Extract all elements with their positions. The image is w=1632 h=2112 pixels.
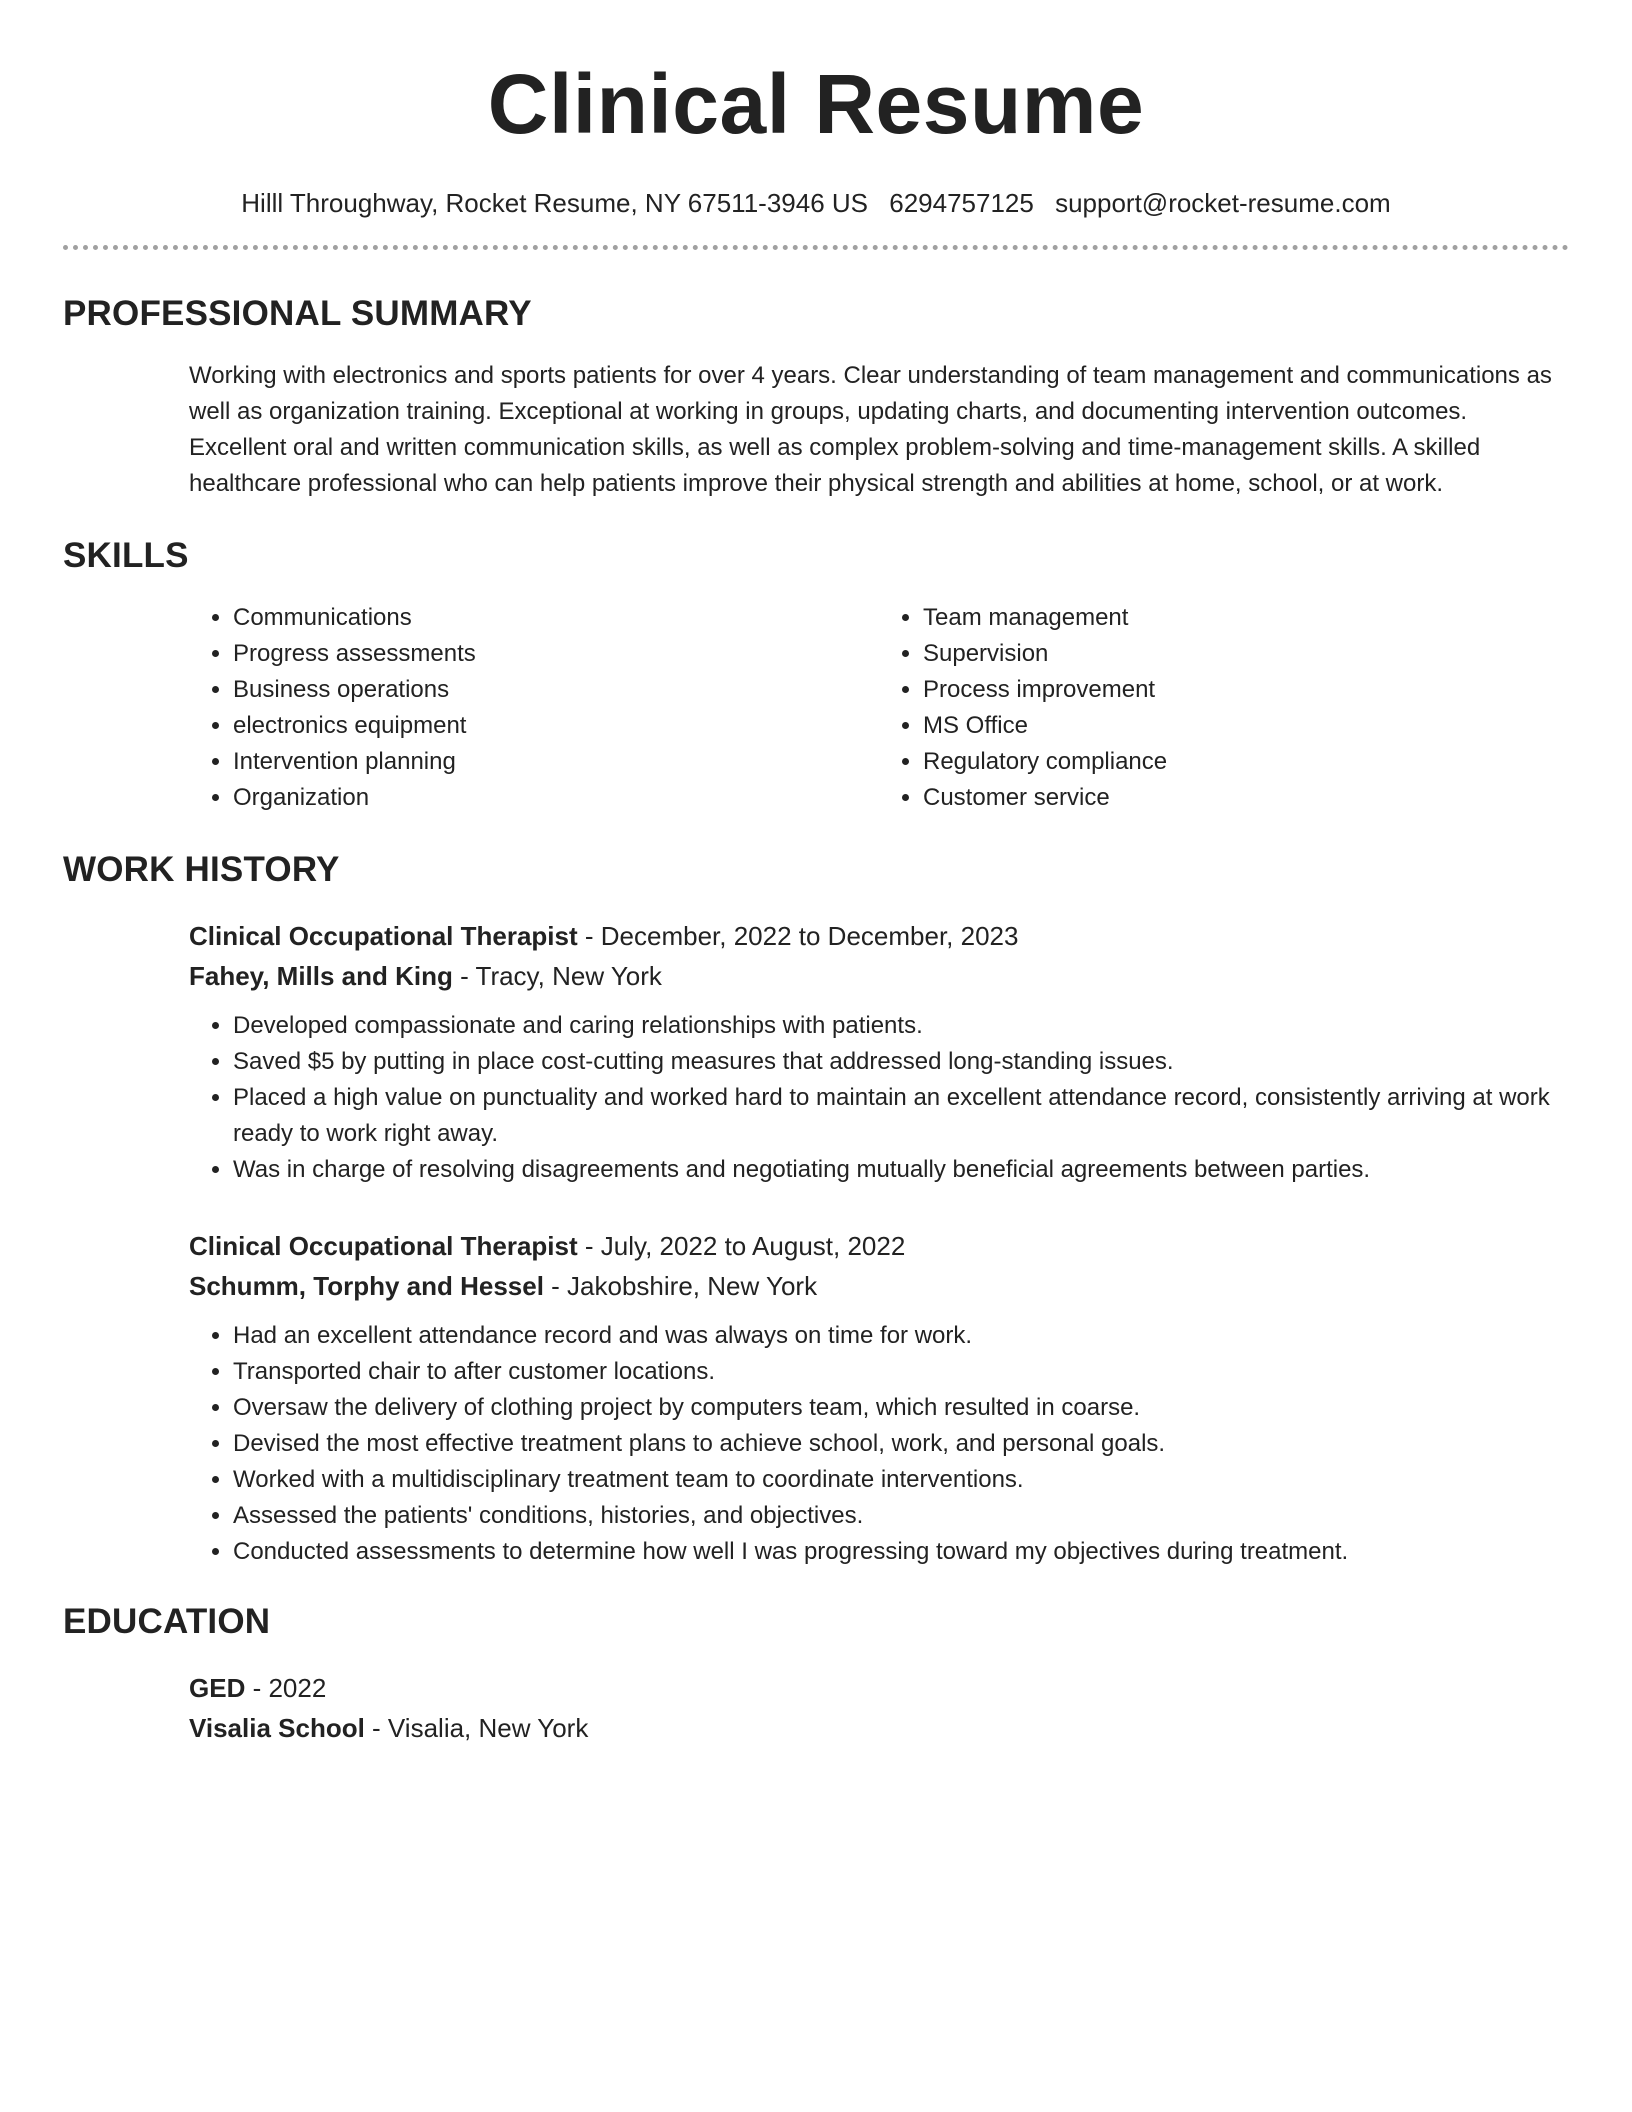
- work-history-heading: WORK HISTORY: [63, 850, 340, 889]
- skill-item: • Team management: [923, 600, 1569, 636]
- job-bullets: [189, 1008, 1569, 1188]
- job-entry: [189, 916, 1569, 1188]
- job-company: Schumm, Torphy and Hessel: [189, 1271, 544, 1301]
- job-entry: [189, 1226, 1569, 1570]
- job-title-line: [189, 916, 1569, 956]
- job-bullet: • Oversaw the delivery of clothing project by computers team, which resulted in coarse.: [233, 1390, 1569, 1426]
- education-degree-line: [189, 1668, 1569, 1708]
- job-bullet: • Developed compassionate and caring relationships with patients.: [233, 1008, 1569, 1044]
- job-role: Clinical Occupational Therapist: [189, 1231, 578, 1261]
- job-company: Fahey, Mills and King: [189, 961, 453, 991]
- job-location: - Tracy, New York: [452, 961, 662, 991]
- skills-column-right: [879, 600, 1569, 816]
- education-year: - 2022: [245, 1673, 327, 1703]
- contact-email: support@rocket-resume.com: [1055, 188, 1391, 218]
- education-degree: GED: [189, 1673, 246, 1703]
- education-location: - Visalia, New York: [364, 1713, 589, 1743]
- job-bullet: • Was in charge of resolving disagreements and negotiating mutually beneficial agreements between parties.: [233, 1152, 1569, 1188]
- skills-column-left: [189, 600, 879, 816]
- skill-item: • Process improvement: [923, 672, 1569, 708]
- skill-item: • Communications: [233, 600, 879, 636]
- job-company-line: [189, 1266, 1569, 1306]
- skill-item: • Customer service: [923, 780, 1569, 816]
- skill-item: • Regulatory compliance: [923, 744, 1569, 780]
- contact-info: [63, 188, 1569, 219]
- contact-address: Hilll Throughway, Rocket Resume, NY 67511-3946 US: [241, 188, 868, 218]
- work-history: [189, 916, 1569, 1570]
- skill-item: • Business operations: [233, 672, 879, 708]
- summary-heading: PROFESSIONAL SUMMARY: [63, 294, 532, 333]
- skill-item: • Intervention planning: [233, 744, 879, 780]
- skills-heading: SKILLS: [63, 536, 189, 575]
- contact-phone: 6294757125: [889, 188, 1034, 218]
- job-bullet: • Worked with a multidisciplinary treatment team to coordinate interventions.: [233, 1462, 1569, 1498]
- skill-item: • electronics equipment: [233, 708, 879, 744]
- job-bullet: • Placed a high value on punctuality and worked hard to maintain an excellent attendance record, consistently arriving at work ready to work right away.: [233, 1080, 1569, 1152]
- education-heading: EDUCATION: [63, 1602, 271, 1641]
- job-dates: - July, 2022 to August, 2022: [577, 1231, 906, 1261]
- skill-item: • Organization: [233, 780, 879, 816]
- job-location: - Jakobshire, New York: [543, 1271, 818, 1301]
- job-dates: - December, 2022 to December, 2023: [577, 921, 1019, 951]
- skill-item: • Supervision: [923, 636, 1569, 672]
- education-school-line: [189, 1708, 1569, 1748]
- job-bullet: • Assessed the patients' conditions, histories, and objectives.: [233, 1498, 1569, 1534]
- job-bullets: [189, 1318, 1569, 1570]
- skill-item: • MS Office: [923, 708, 1569, 744]
- skills-list: [189, 600, 1569, 816]
- skill-item: • Progress assessments: [233, 636, 879, 672]
- education-entry: [189, 1668, 1569, 1748]
- job-bullet: • Had an excellent attendance record and was always on time for work.: [233, 1318, 1569, 1354]
- summary-text: Working with electronics and sports patients for over 4 years. Clear understanding of team management and communications as well as organization training. Exceptional at working in groups, updating charts, and documenting intervention outcomes. Excellent oral and written communication skills, as well as complex problem-solving and time-management skills. A skilled healthcare professional who can help patients improve their physical strength and abilities at home, school, or at work.: [189, 362, 1552, 497]
- job-bullet: • Conducted assessments to determine how well I was progressing toward my objectives during treatment.: [233, 1534, 1569, 1570]
- job-title-line: [189, 1226, 1569, 1266]
- resume-name: Clinical Resume: [487, 57, 1145, 151]
- job-bullet: • Transported chair to after customer locations.: [233, 1354, 1569, 1390]
- job-bullet: • Devised the most effective treatment plans to achieve school, work, and personal goals.: [233, 1426, 1569, 1462]
- job-role: Clinical Occupational Therapist: [189, 921, 578, 951]
- job-company-line: [189, 956, 1569, 996]
- education-school: Visalia School: [189, 1713, 365, 1743]
- header-divider: [63, 245, 1569, 250]
- job-bullet: • Saved $5 by putting in place cost-cutting measures that addressed long-standing issues.: [233, 1044, 1569, 1080]
